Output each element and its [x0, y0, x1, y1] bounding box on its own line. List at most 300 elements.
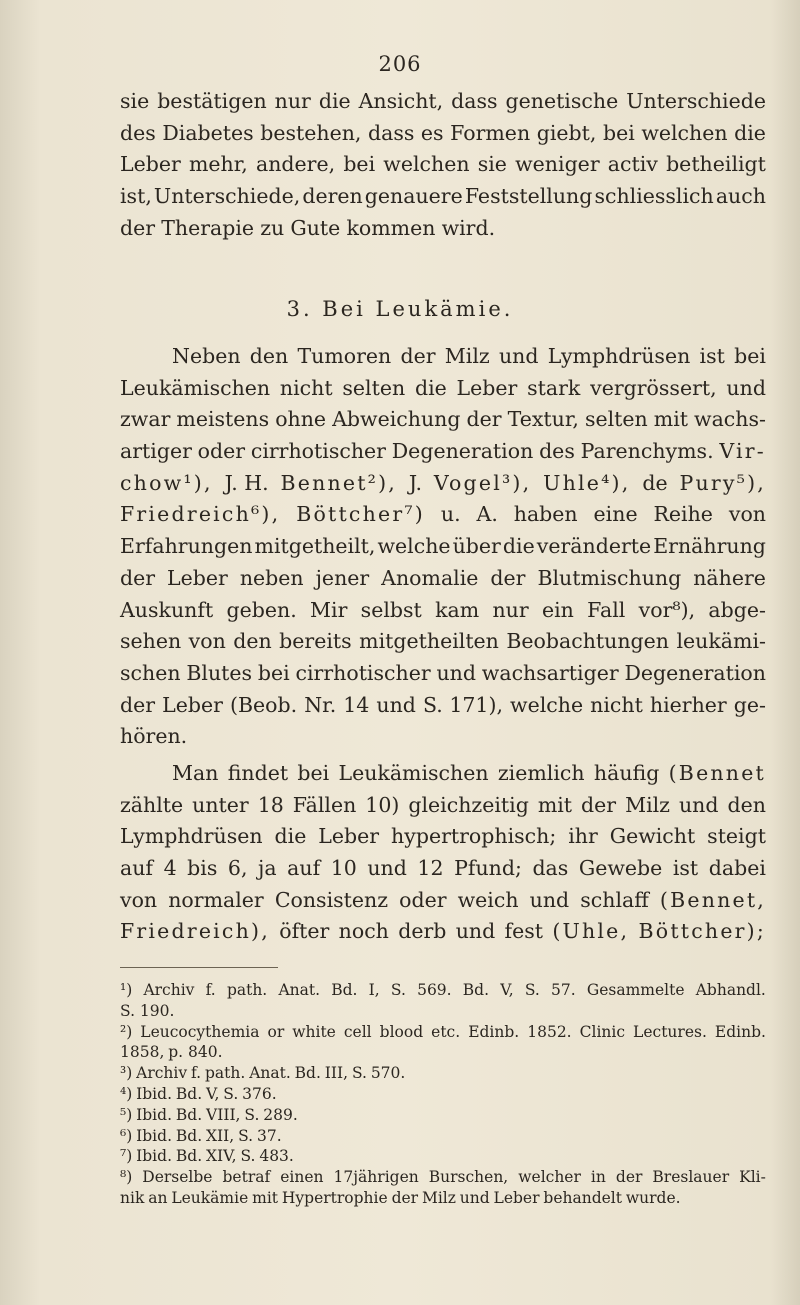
word: der [120, 692, 156, 717]
word: stark [527, 375, 581, 400]
word: den [233, 629, 272, 654]
word: Vogel³), [433, 470, 532, 495]
footnote-word: mit [252, 1188, 279, 1207]
word: unter [192, 792, 249, 817]
word: auf [120, 856, 154, 881]
word: zwar [120, 407, 171, 432]
paragraph-diabetes-conclusion [120, 86, 766, 244]
word: findet [227, 761, 289, 785]
word: Gute [290, 215, 341, 240]
word: welche [377, 534, 451, 559]
footnote-word: ³) [120, 1064, 133, 1083]
word: wachs- [694, 407, 766, 432]
word: 18 [257, 792, 284, 817]
word: J. H. [224, 470, 269, 495]
word: Bennet²), [280, 470, 398, 495]
word: u. [440, 502, 461, 527]
footnote-word: cell [343, 1022, 372, 1041]
word: auch [715, 184, 766, 209]
footnote-word: 1852. [527, 1022, 572, 1041]
word: Feststellung [464, 184, 593, 209]
footnote-word: VIII, [206, 1105, 241, 1124]
footnote-word: Ibid. [136, 1105, 172, 1124]
word: veränderte [536, 534, 652, 559]
footnote-word: Clinic [579, 1022, 626, 1041]
text-line [120, 181, 766, 213]
footnote-line [120, 1022, 766, 1043]
footnote-word: Bd. [175, 1084, 203, 1103]
paragraph-leukemia-liver [120, 341, 766, 753]
footnote-word: wurde. [625, 1188, 681, 1207]
footnote-word: f. [191, 1064, 202, 1083]
word: A. [476, 502, 498, 527]
text-line [120, 404, 766, 436]
word: Leber [456, 375, 518, 400]
footnote-word: Bd. [294, 1064, 321, 1083]
word: artiger [120, 439, 192, 464]
word: die [734, 120, 766, 145]
word: 14 [343, 692, 370, 717]
footnote-word: ⁸) [120, 1168, 133, 1187]
footnote-word: Bd. [175, 1147, 203, 1166]
footnote-word: ⁵) [120, 1105, 133, 1124]
footnote-line [120, 1042, 766, 1063]
text-line [120, 658, 766, 690]
footnote-word: white [292, 1022, 336, 1041]
footnote-word: Leber [493, 1188, 540, 1207]
word: genetische [505, 89, 619, 113]
word: die [502, 534, 535, 559]
footnote-word: Bd. [175, 1126, 203, 1145]
footnote-word: Edinb. [468, 1022, 520, 1041]
word: die [414, 375, 447, 400]
word: selten [342, 375, 406, 400]
footnote-word: path. [205, 1064, 246, 1083]
word: 12 [417, 856, 444, 881]
page-number: 206 [378, 52, 422, 76]
word: dass [451, 89, 498, 113]
footnote-word: S. [244, 1105, 260, 1124]
text-line [120, 341, 766, 373]
word: Fällen [292, 792, 357, 817]
word: Unterschiede [626, 89, 766, 113]
word: Nr. [304, 692, 337, 717]
text-line [120, 373, 766, 405]
word: dass [367, 120, 415, 145]
word: Therapie [161, 215, 255, 240]
word: andere, [256, 152, 336, 177]
word: und [726, 375, 766, 400]
word: bis [187, 856, 218, 881]
word: und [498, 344, 539, 368]
word: Diabetes [162, 120, 254, 145]
word: selten [584, 407, 648, 432]
footnote-word: XII, [206, 1126, 235, 1145]
word: bei [602, 120, 635, 145]
word: Friedreich), [120, 919, 270, 944]
word: dabei [708, 856, 766, 881]
word: Ernährung [653, 534, 766, 559]
word: Leukämischen [338, 761, 489, 785]
word: noch [338, 919, 389, 944]
word: der [120, 565, 156, 590]
word: mit [653, 407, 688, 432]
word: Abweichung [332, 407, 461, 432]
text-line [120, 499, 766, 531]
word: bei [257, 660, 290, 685]
word: von [120, 887, 158, 912]
word: oder [399, 887, 447, 912]
word: Leber [120, 152, 181, 177]
word: weich [457, 887, 519, 912]
word: jener [315, 565, 370, 590]
footnote-word: S. [223, 1084, 239, 1103]
word: Man [172, 761, 219, 785]
text-line [120, 885, 766, 917]
footnote-word: V, [500, 981, 514, 999]
footnote-word: 289. [263, 1105, 298, 1124]
word: bei [297, 761, 330, 785]
footnote-word: f. [205, 981, 216, 999]
word: Friedreich⁶), [120, 502, 281, 527]
word: schliesslich [594, 184, 714, 209]
word: das [532, 856, 569, 881]
footnote-word: Ibid. [136, 1126, 172, 1145]
footnote-word: S. [351, 1064, 367, 1083]
text-line [120, 531, 766, 563]
footnote-word: der [391, 1188, 419, 1207]
footnote-word: path. [226, 981, 268, 999]
word: deren [302, 184, 363, 209]
section-heading: 3. Bei Leukämie. [286, 297, 514, 321]
word: ziemlich [497, 761, 585, 785]
word: ohne [275, 407, 327, 432]
word: ge- [733, 692, 766, 717]
word: bei [343, 152, 376, 177]
word: Blutmischung [537, 565, 682, 590]
word: hierher [649, 692, 727, 717]
word: den [249, 344, 289, 368]
word: mehr, [188, 152, 248, 177]
paragraph-leukemia-findings [120, 758, 766, 948]
text-line [120, 721, 766, 753]
word: Leber [167, 565, 228, 590]
footnote-word: S. [390, 981, 406, 999]
footnote-word: behandelt [543, 1188, 622, 1207]
text-line [120, 758, 766, 790]
word: mitgetheilten [359, 629, 499, 654]
word: cirrhotischer [250, 439, 386, 464]
footnote-word: ²) [120, 1022, 133, 1041]
word: Vir- [719, 439, 766, 464]
word: Leukämischen [120, 375, 271, 400]
footnote-word: blood [379, 1022, 424, 1041]
footnote-word: Bd. [331, 981, 358, 999]
word: bei [734, 344, 766, 368]
word: Blutes [186, 660, 253, 685]
word: ihr [568, 824, 598, 849]
word: Ansicht, [358, 89, 444, 113]
word: hypertrophisch; [391, 824, 557, 849]
word: über [452, 534, 501, 559]
footnote-word: S. 190. [120, 1001, 175, 1020]
word: Anomalie [381, 565, 479, 590]
word: Böttcher); [638, 919, 766, 944]
footnote-word: Ibid. [136, 1084, 172, 1103]
footnote-word: Breslauer [652, 1168, 730, 1187]
footnote-word: 57. [551, 981, 576, 999]
word: und [678, 792, 719, 817]
word: ist, [120, 184, 152, 209]
word: J. [408, 470, 423, 495]
word: Leber [318, 824, 380, 849]
word: abge- [708, 597, 766, 622]
text-line [120, 213, 766, 245]
word: 10 [330, 856, 357, 881]
footnote-word: III, [324, 1064, 349, 1083]
word: (Uhle, [552, 919, 630, 944]
word: der [490, 565, 526, 590]
word: und [367, 856, 407, 881]
footnote-word: Anat. [249, 1064, 291, 1083]
word: den [727, 792, 766, 817]
word: nicht [279, 375, 333, 400]
word: mit [537, 792, 573, 817]
footnote-word: welcher [518, 1168, 581, 1187]
footnote-divider [120, 967, 278, 968]
text-line [120, 149, 766, 181]
text-line [120, 853, 766, 885]
footnote-word: 17jährigen [333, 1168, 419, 1187]
word: des [539, 439, 575, 464]
footnote-line [120, 1001, 766, 1022]
footnote-word: der [615, 1168, 643, 1187]
word: ist [672, 856, 699, 881]
footnote-word: Ibid. [136, 1147, 172, 1166]
footnote-word: Derselbe [142, 1168, 213, 1187]
footnotes [120, 980, 766, 1209]
footnote-word: Hypertrophie [281, 1188, 388, 1207]
word: Gewicht [609, 824, 696, 849]
footnote-word: 483. [259, 1147, 294, 1166]
footnote-word: Bd. [462, 981, 490, 999]
word: Beobachtungen [506, 629, 670, 654]
word: meistens [176, 407, 270, 432]
word: Lymphdrüsen [547, 344, 691, 368]
footnote-line [120, 1105, 766, 1126]
footnote-word: an [148, 1188, 168, 1207]
footnote-word: or [267, 1022, 285, 1041]
word: nicht [590, 692, 643, 717]
word: Gewebe [578, 856, 663, 881]
word: Tumoren [297, 344, 392, 368]
word: (Bennet [668, 761, 766, 785]
footnote-word: ¹) [120, 981, 133, 999]
word: Textur, [507, 407, 579, 432]
footnote-line [120, 1084, 766, 1105]
footnote-word: Edinb. [714, 1022, 766, 1041]
footnote-word: Lectures. [633, 1022, 707, 1041]
footnote-word: 1858, [120, 1043, 165, 1062]
word: Unterschiede, [153, 184, 301, 209]
word: nur [274, 89, 311, 113]
word: bestätigen [157, 89, 267, 113]
footnote-word: etc. [431, 1022, 461, 1041]
word: auf [287, 856, 321, 881]
footnote-word: S. [524, 981, 540, 999]
word: es [420, 120, 444, 145]
footnote-word: ⁶) [120, 1126, 133, 1145]
footnote-word: V, [206, 1084, 220, 1103]
footnote-word: Abhandl. [695, 981, 766, 999]
footnote-word: Archiv [143, 981, 195, 999]
word: des [120, 120, 156, 145]
text-line [120, 86, 766, 118]
word: und [376, 692, 416, 717]
footnote-word: in [590, 1168, 606, 1187]
footnote-line [120, 1167, 766, 1188]
footnote-word: Burschen, [428, 1168, 509, 1187]
word: geben. [226, 597, 297, 622]
footnote-word: Bd. [175, 1105, 203, 1124]
footnote-word: S. [240, 1147, 256, 1166]
word: Erfahrungen [120, 534, 253, 559]
word: sie [477, 152, 507, 177]
word: Milz [625, 792, 670, 817]
footnote-word: Anat. [278, 981, 321, 999]
word: fest [504, 919, 544, 944]
word: haben [513, 502, 578, 527]
word: der [120, 215, 156, 240]
word: giebt, [536, 120, 597, 145]
word: sehen [120, 629, 182, 654]
word: nur [492, 597, 529, 622]
word: Degeneration [624, 660, 766, 685]
footnote-word: Gesammelte [586, 981, 685, 999]
footnote-line [120, 980, 766, 1001]
text-line [120, 916, 766, 948]
word: zählte [120, 792, 184, 817]
footnote-word: nik [120, 1188, 145, 1207]
word: de [642, 470, 668, 495]
word: Fall [587, 597, 626, 622]
word: activ [607, 152, 658, 177]
footnote-word: 570. [370, 1064, 406, 1083]
footnote-word: einen [280, 1168, 324, 1187]
footnote-word: Leucocythemia [140, 1022, 260, 1041]
word: normaler [168, 887, 264, 912]
word: Reihe [653, 502, 713, 527]
word: und [529, 887, 570, 912]
word: Parenchyms. [580, 439, 714, 464]
word: schlaff [580, 887, 649, 912]
word: Pfund; [454, 856, 522, 881]
text-line [120, 118, 766, 150]
text-line [120, 468, 766, 500]
text-line [120, 690, 766, 722]
word: bereits [279, 629, 352, 654]
word: schen [120, 660, 181, 685]
word: Neben [172, 344, 241, 368]
word: (Bennet, [659, 887, 766, 912]
word: häufig [593, 761, 660, 785]
footnote-word: I, [368, 981, 380, 999]
word: Milz [444, 344, 490, 368]
word: genauere [364, 184, 463, 209]
word: 4 [163, 856, 177, 881]
word: von [188, 629, 226, 654]
word: 10) [365, 792, 400, 817]
word: eine [593, 502, 638, 527]
footnote-word: p. 840. [168, 1043, 223, 1062]
word: die [274, 824, 307, 849]
footnote-line [120, 1063, 766, 1084]
word: ist [699, 344, 725, 368]
word: der [466, 407, 502, 432]
footnote-line [120, 1126, 766, 1147]
word: cirrhotischer [295, 660, 431, 685]
word: Mir [310, 597, 348, 622]
word: Pury⁵), [679, 470, 766, 495]
text-line [120, 563, 766, 595]
footnote-word: und [459, 1188, 490, 1207]
footnote-word: betraf [222, 1168, 271, 1187]
footnote-word: XIV, [206, 1147, 237, 1166]
word: chow¹), [120, 470, 213, 495]
footnote-word: Leukämie [171, 1188, 249, 1207]
word: Lymphdrüsen [120, 824, 263, 849]
word: wird. [441, 215, 496, 240]
footnote-word: ⁴) [120, 1084, 133, 1103]
footnote-word: Archiv [136, 1064, 188, 1083]
word: vergrössert, [590, 375, 717, 400]
word: die [318, 89, 351, 113]
text-line [120, 595, 766, 627]
word: zu [260, 215, 285, 240]
footnote-word: Kli- [739, 1168, 766, 1187]
footnote-word: S. [238, 1126, 254, 1145]
word: Böttcher⁷) [296, 502, 425, 527]
footnote-word: 569. [417, 981, 452, 999]
text-line [120, 821, 766, 853]
word: vor⁸), [638, 597, 696, 622]
word: der [581, 792, 617, 817]
word: kam [435, 597, 480, 622]
word: neben [239, 565, 304, 590]
word: nähere [693, 565, 766, 590]
word: sie [120, 89, 150, 113]
footnote-line [120, 1146, 766, 1167]
word: welche [510, 692, 584, 717]
word: welchen [383, 152, 470, 177]
word: betheiligt [666, 152, 766, 177]
word: weniger [515, 152, 600, 177]
word: Consistenz [274, 887, 389, 912]
word: hören. [120, 724, 188, 749]
footnote-word: Milz [421, 1188, 456, 1207]
footnote-word: ⁷) [120, 1147, 133, 1166]
word: Auskunft [120, 597, 214, 622]
word: gleichzeitig [408, 792, 529, 817]
text-line [120, 626, 766, 658]
word: S. 171), [422, 692, 503, 717]
word: Uhle⁴), [543, 470, 631, 495]
footnote-word: 376. [242, 1084, 277, 1103]
word: kommen [346, 215, 436, 240]
word: (Beob. [229, 692, 298, 717]
word: Formen [450, 120, 531, 145]
word: und [436, 660, 476, 685]
